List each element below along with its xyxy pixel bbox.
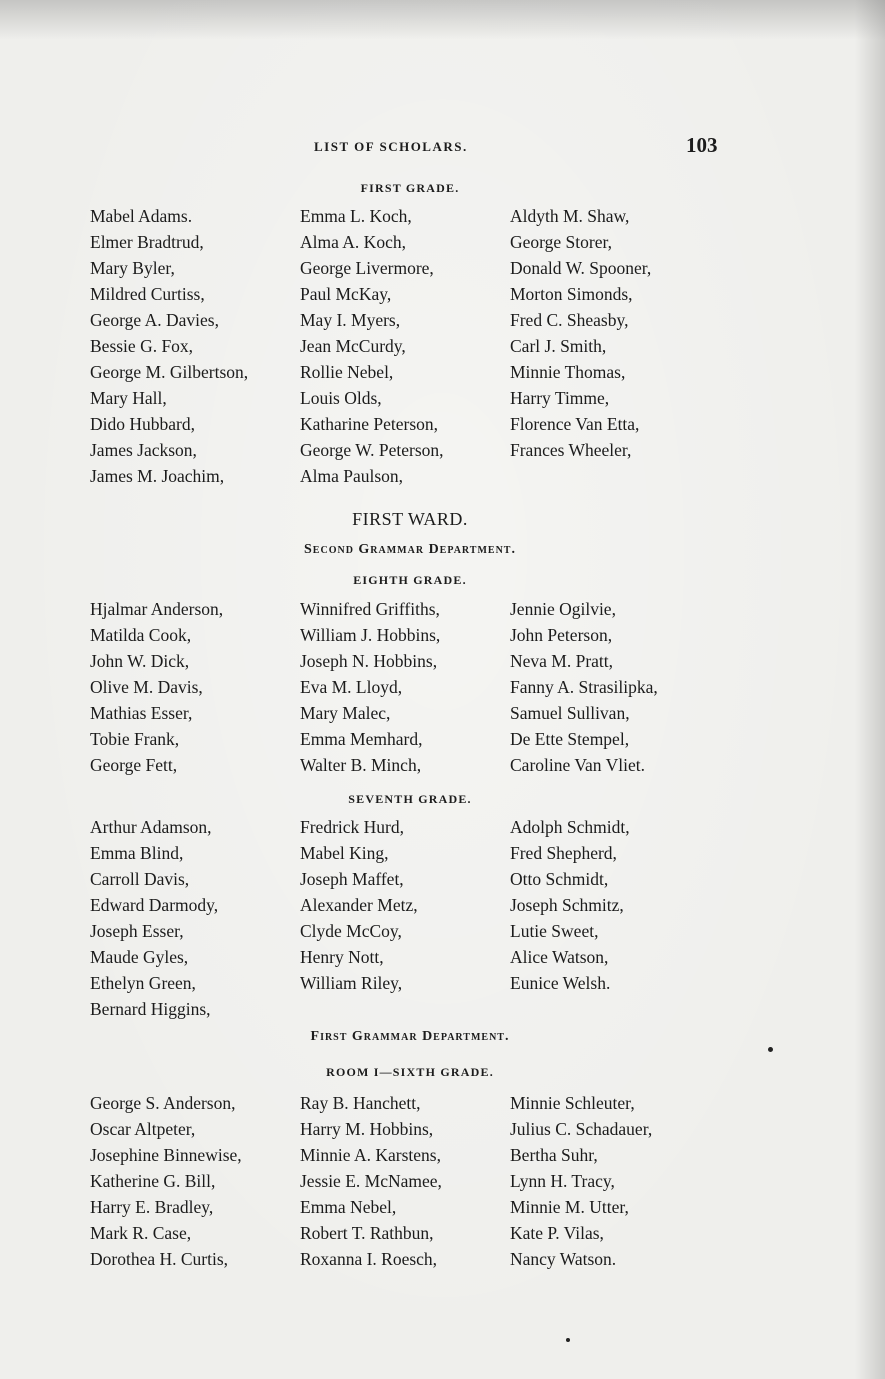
scholar-name: George M. Gilbertson, (90, 362, 249, 382)
scholar-name: Alma A. Koch, (300, 232, 406, 252)
scholar-name: Nancy Watson. (510, 1249, 617, 1269)
scholar-name: George Fett, (90, 755, 178, 775)
scholar-name: Carl J. Smith, (510, 336, 607, 356)
scholar-name: Joseph Esser, (90, 921, 184, 941)
scholar-name: Hjalmar Anderson, (90, 599, 224, 619)
scholar-name: Bertha Suhr, (510, 1145, 598, 1165)
scholar-name: Adolph Schmidt, (510, 817, 630, 837)
page-edge-shadow-top (0, 0, 885, 40)
scholar-name: Mark R. Case, (90, 1223, 192, 1243)
scholar-name: Jessie E. McNamee, (300, 1171, 442, 1191)
scholar-name: George Storer, (510, 232, 613, 252)
page-edge-shadow-right (855, 0, 885, 1379)
room-one-sixth-grade-heading: ROOM I—SIXTH GRADE. (326, 1065, 494, 1079)
scholar-name: Emma L. Koch, (300, 206, 412, 226)
scholar-name: Oscar Altpeter, (90, 1119, 196, 1139)
scholar-name: Clyde McCoy, (300, 921, 402, 941)
scholar-name: Fred C. Sheasby, (510, 310, 629, 330)
scholar-name: Mildred Curtiss, (90, 284, 205, 304)
scholar-name: Jennie Ogilvie, (510, 599, 616, 619)
second-grammar-department-heading: Second Grammar Department. (304, 542, 516, 557)
scholar-name: Neva M. Pratt, (510, 651, 614, 671)
scholar-name: Mary Byler, (90, 258, 175, 278)
scholar-name: Mabel King, (300, 843, 389, 863)
scholar-name: Joseph Maffet, (300, 869, 404, 889)
scholar-name: Paul McKay, (300, 284, 392, 304)
scholar-name: Jean McCurdy, (300, 336, 406, 356)
scholar-name: Robert T. Rathbun, (300, 1223, 434, 1243)
scholar-name: Aldyth M. Shaw, (510, 206, 630, 226)
room-one-sixth-grade-list (90, 1090, 750, 1272)
scholar-name: Matilda Cook, (90, 625, 192, 645)
scholar-name: Ray B. Hanchett, (300, 1093, 421, 1113)
scholar-name: Winnifred Griffiths, (300, 599, 440, 619)
scholar-name: Arthur Adamson, (90, 817, 212, 837)
scholar-name (510, 463, 750, 489)
scholar-name: Harry M. Hobbins, (300, 1119, 434, 1139)
scholar-name: Edward Darmody, (90, 895, 219, 915)
scholar-name: Morton Simonds, (510, 284, 633, 304)
scholar-name: Maude Gyles, (90, 947, 189, 967)
scholar-name (510, 996, 750, 1022)
scholar-name: Joseph N. Hobbins, (300, 651, 438, 671)
scholar-name: Emma Blind, (90, 843, 184, 863)
scholar-name: Katherine G. Bill, (90, 1171, 216, 1191)
scholar-name: George W. Peterson, (300, 440, 444, 460)
scholar-name: Alma Paulson, (300, 466, 404, 486)
scholar-name: Mabel Adams. (90, 206, 193, 226)
scholar-name: Elmer Bradtrud, (90, 232, 204, 252)
first-ward-heading: FIRST WARD. (352, 509, 468, 529)
scholar-name: James M. Joachim, (90, 466, 225, 486)
scholar-name: Rollie Nebel, (300, 362, 394, 382)
scholar-name: Fanny A. Strasilipka, (510, 677, 658, 697)
scholar-name: Alice Watson, (510, 947, 609, 967)
ink-speck (566, 1338, 570, 1342)
first-grammar-department-heading: First Grammar Department. (310, 1029, 510, 1044)
scholar-name: Minnie Schleuter, (510, 1093, 635, 1113)
scholar-name: Louis Olds, (300, 388, 382, 408)
scholar-name: Roxanna I. Roesch, (300, 1249, 438, 1269)
scholar-name: Fredrick Hurd, (300, 817, 405, 837)
scholar-name: Julius C. Schadauer, (510, 1119, 653, 1139)
scholar-name: Eva M. Lloyd, (300, 677, 403, 697)
scholar-name: George S. Anderson, (90, 1093, 236, 1113)
scholar-name: Walter B. Minch, (300, 755, 422, 775)
scholar-name: Katharine Peterson, (300, 414, 439, 434)
scholar-name: Harry E. Bradley, (90, 1197, 214, 1217)
scholar-name: Samuel Sullivan, (510, 703, 630, 723)
scholar-name: Carroll Davis, (90, 869, 190, 889)
running-title: LIST OF SCHOLARS. (314, 139, 468, 154)
scholar-name: Bernard Higgins, (90, 999, 211, 1019)
scholar-name: Mary Hall, (90, 388, 167, 408)
scholar-name: Bessie G. Fox, (90, 336, 194, 356)
eighth-grade-heading: EIGHTH GRADE. (353, 573, 467, 587)
scholar-name: Mathias Esser, (90, 703, 193, 723)
scholar-name: Mary Malec, (300, 703, 391, 723)
scholar-name: Minnie A. Karstens, (300, 1145, 441, 1165)
scholar-name: Fred Shepherd, (510, 843, 617, 863)
scholar-name: Frances Wheeler, (510, 440, 632, 460)
scholar-name: George Livermore, (300, 258, 434, 278)
scholar-name: James Jackson, (90, 440, 197, 460)
scholar-name: Tobie Frank, (90, 729, 180, 749)
scholar-name: Kate P. Vilas, (510, 1223, 604, 1243)
first-grade-heading: FIRST GRADE. (360, 181, 460, 195)
ink-speck (768, 1047, 773, 1052)
scholar-name: Harry Timme, (510, 388, 610, 408)
page-header (0, 133, 885, 163)
scholar-name: Emma Memhard, (300, 729, 423, 749)
scholar-name: Olive M. Davis, (90, 677, 203, 697)
scholar-name: De Ette Stempel, (510, 729, 630, 749)
scholar-name (300, 996, 510, 1022)
scholar-name: Caroline Van Vliet. (510, 755, 645, 775)
scholar-name: William Riley, (300, 973, 403, 993)
scholar-name: Josephine Binnewise, (90, 1145, 242, 1165)
scholar-name: Eunice Welsh. (510, 973, 611, 993)
scholar-name: Ethelyn Green, (90, 973, 196, 993)
scholar-name: Otto Schmidt, (510, 869, 609, 889)
scholar-name: Alexander Metz, (300, 895, 418, 915)
seventh-grade-heading: SEVENTH GRADE. (348, 792, 472, 806)
scholar-name: George A. Davies, (90, 310, 219, 330)
first-grade-list (90, 203, 750, 489)
scholar-name: Joseph Schmitz, (510, 895, 624, 915)
scholar-name: Florence Van Etta, (510, 414, 640, 434)
scholar-name: Dorothea H. Curtis, (90, 1249, 229, 1269)
scholar-name: Lynn H. Tracy, (510, 1171, 615, 1191)
scholar-name: Minnie Thomas, (510, 362, 626, 382)
scholar-name: Dido Hubbard, (90, 414, 195, 434)
scholar-name: Donald W. Spooner, (510, 258, 652, 278)
scholar-name: May I. Myers, (300, 310, 401, 330)
scholar-name: Minnie M. Utter, (510, 1197, 629, 1217)
scholar-name: Henry Nott, (300, 947, 384, 967)
scholar-name: William J. Hobbins, (300, 625, 441, 645)
seventh-grade-list (90, 814, 750, 1022)
scholar-name: John Peterson, (510, 625, 613, 645)
eighth-grade-list (90, 596, 750, 778)
scholar-name: Emma Nebel, (300, 1197, 397, 1217)
page-number: 103 (686, 133, 718, 157)
scholar-name: John W. Dick, (90, 651, 190, 671)
scholar-name: Lutie Sweet, (510, 921, 599, 941)
